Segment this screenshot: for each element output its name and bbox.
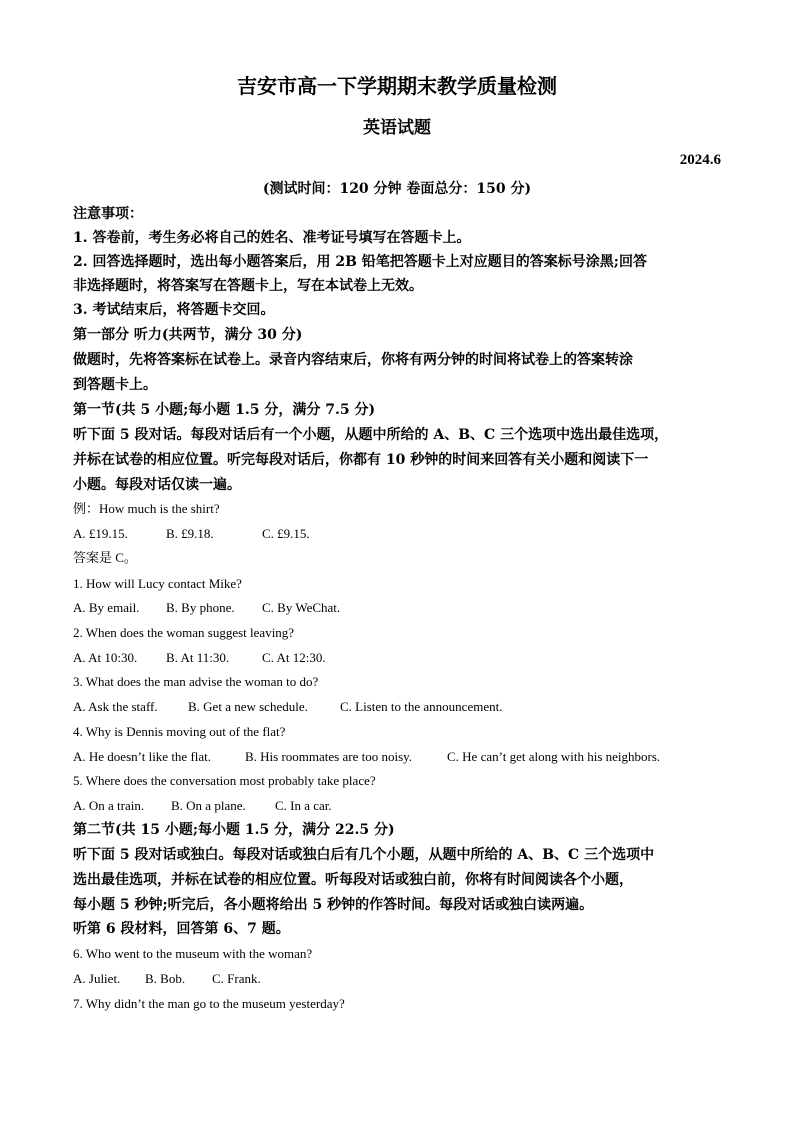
question-3-options (73, 698, 725, 716)
option-c: C. Frank. (212, 971, 261, 986)
example-question: 例：How much is the shirt? (73, 501, 220, 516)
exam-date: 2024.6 (679, 152, 721, 168)
section1-instruction-a: 听下面 5 段对话。每段对话后有一个小题，从题中所给的 A、B、C 三个选项中选出最佳选项， (73, 427, 669, 443)
option-a: A. At 10:30. (73, 650, 138, 665)
notes-item-2b: 非选择题时，将答案写在答题卡上，写在本试卷上无效。 (73, 278, 423, 294)
notes-item-3: 3. 考试结束后，将答题卡交回。 (73, 302, 275, 318)
option-a: A. By email. (73, 600, 140, 615)
option-c: C. He can’t get along with his neighbors. (447, 749, 661, 764)
option-c: C. By WeChat. (262, 600, 341, 615)
question-2-options (73, 649, 725, 667)
exam-title: 吉安市高一下学期期末教学质量检测 (237, 74, 557, 98)
option-a: A. Ask the staff. (73, 699, 158, 714)
question-3: 3. What does the man advise the woman to do? (73, 674, 319, 689)
section1-instruction-c: 小题。每段对话仅读一遍。 (73, 477, 241, 493)
notes-heading: 注意事项： (73, 206, 143, 222)
option-b: B. Get a new schedule. (188, 699, 308, 714)
option-c: C. £9.15. (262, 526, 310, 541)
material-6-heading: 听第 6 段材料，回答第 6、7 题。 (73, 921, 290, 937)
option-b: B. £9.18. (166, 526, 214, 541)
option-c: C. In a car. (275, 798, 332, 813)
section2-instruction-b: 选出最佳选项，并标在试卷的相应位置。听每段对话或独白前，你将有时间阅读各个小题， (73, 872, 633, 888)
option-b: B. By phone. (166, 600, 235, 615)
question-5: 5. Where does the conversation most probably take place? (73, 773, 376, 788)
option-c: C. At 12:30. (262, 650, 326, 665)
option-a: A. £19.15. (73, 526, 128, 541)
question-2: 2. When does the woman suggest leaving? (73, 625, 295, 640)
option-a: A. Juliet. (73, 971, 121, 986)
notes-item-1: 1. 答卷前，考生务必将自己的姓名、准考证号填写在答题卡上。 (73, 230, 471, 246)
option-c: C. Listen to the announcement. (340, 699, 503, 714)
option-b: B. His roommates are too noisy. (245, 749, 413, 764)
question-7: 7. Why didn’t the man go to the museum yesterday? (73, 996, 345, 1011)
option-b: B. At 11:30. (166, 650, 230, 665)
question-4-options (73, 748, 725, 766)
question-1-options (73, 599, 725, 617)
question-1: 1. How will Lucy contact Mike? (73, 576, 242, 591)
question-4: 4. Why is Dennis moving out of the flat? (73, 724, 286, 739)
option-b: B. On a plane. (171, 798, 246, 813)
section1-heading: 第一节(共 5 小题;每小题 1.5 分，满分 7.5 分) (73, 402, 376, 418)
part1-heading: 第一部分 听力(共两节，满分 30 分) (73, 327, 303, 343)
part1-instruction-b: 到答题卡上。 (73, 377, 157, 393)
notes-item-2a: 2. 回答选择题时，选出每小题答案后，用 2B 铅笔把答题卡上对应题目的答案标号涂黑;回答 (73, 254, 647, 270)
part1-instruction-a: 做题时，先将答案标在试卷上。录音内容结束后，你将有两分钟的时间将试卷上的答案转涂 (73, 352, 633, 368)
question-6: 6. Who went to the museum with the woman? (73, 946, 313, 961)
option-a: A. On a train. (73, 798, 145, 813)
question-5-options (73, 797, 725, 815)
option-a: A. He doesn’t like the flat. (73, 749, 212, 764)
section2-instruction-c: 每小题 5 秒钟;听完后，各小题将给出 5 秒钟的作答时间。每段对话或独白读两遍。 (73, 897, 594, 913)
example-answer: 答案是 C。 (73, 550, 137, 565)
exam-subtitle: 英语试题 (363, 118, 431, 138)
option-b: B. Bob. (145, 971, 186, 986)
example-options (73, 525, 725, 543)
section2-instruction-a: 听下面 5 段对话或独白。每段对话或独白后有几个小题，从题中所给的 A、B、C 三个选项中 (73, 847, 655, 863)
section1-instruction-b: 并标在试卷的相应位置。听完每段对话后，你都有 10 秒钟的时间来回答有关小题和阅读下一 (73, 452, 649, 468)
question-6-options (73, 970, 725, 988)
exam-info: (测试时间：120 分钟 卷面总分：150 分) (262, 181, 532, 197)
section2-heading: 第二节(共 15 小题;每小题 1.5 分，满分 22.5 分) (73, 822, 395, 838)
